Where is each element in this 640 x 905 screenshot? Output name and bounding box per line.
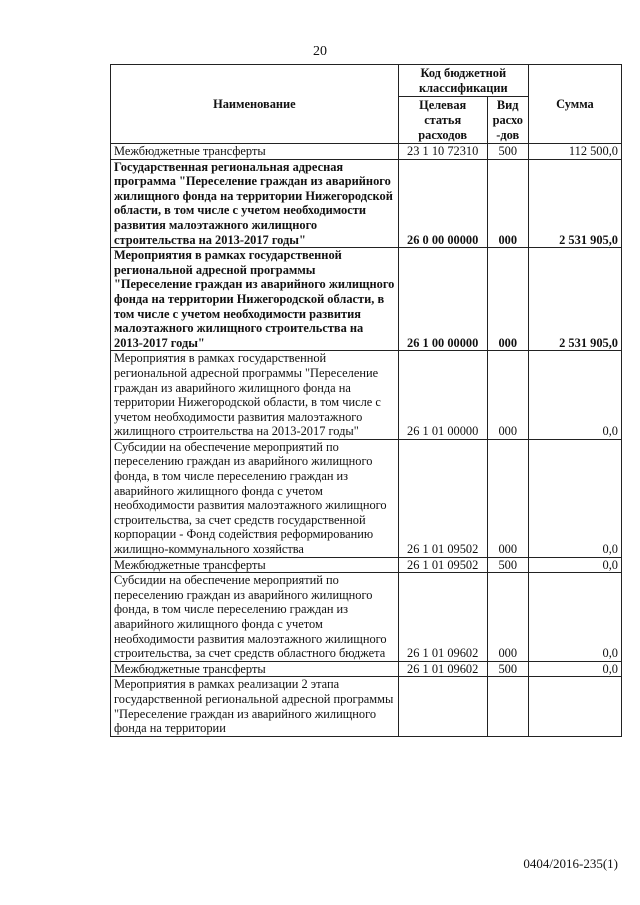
row-code: 26 1 01 09502 [398,439,487,557]
row-sum: 0,0 [528,351,621,440]
row-code: 26 1 01 09502 [398,557,487,573]
row-type [487,677,528,736]
row-type: 000 [487,248,528,351]
row-type: 500 [487,557,528,573]
row-type: 500 [487,661,528,677]
row-sum: 2 531 905,0 [528,159,621,248]
row-code: 26 1 01 09602 [398,661,487,677]
table-row [111,557,622,573]
header-amount: Сумма [528,65,621,144]
row-sum: 112 500,0 [528,144,621,160]
row-name: Межбюджетные трансферты [111,144,399,160]
table-row [111,439,622,557]
table-row [111,573,622,662]
row-code: 26 1 00 00000 [398,248,487,351]
row-code: 23 1 10 72310 [398,144,487,160]
table-row [111,159,622,248]
row-type: 000 [487,439,528,557]
row-name: Межбюджетные трансферты [111,661,399,677]
document-code: 0404/2016-235(1) [523,856,618,871]
header-name: Наименование [111,65,399,144]
row-code: 26 0 00 00000 [398,159,487,248]
row-code: 26 1 01 09602 [398,573,487,662]
row-sum: 0,0 [528,661,621,677]
row-sum [528,677,621,736]
table-row [111,351,622,440]
row-name: Мероприятия в рамках реализации 2 этапа государственной региональной адресной программы "Переселение граждан из аварийного жилищного фонда на территории [111,677,399,736]
row-name: Государственная региональная адресная программа "Переселение граждан из аварийного жилищного фонда на территории Нижегородской области, в том числе с учетом необходимости развития малоэтажного жилищного строительства на 2013-2017 годы" [111,159,399,248]
header-budget-code: Код бюджетной классификации [398,65,528,97]
table-row [111,661,622,677]
header-expense-type: Вид расхо -дов [487,97,528,144]
row-code [398,677,487,736]
row-name: Мероприятия в рамках государственной региональной адресной программы "Переселение граждан из аварийного жилищного фонда на территории Нижегородской области, в том числе с учетом необходимости развития малоэтажного жилищного строительства на 2013-2017 годы" [111,351,399,440]
row-type: 000 [487,159,528,248]
row-type: 000 [487,573,528,662]
budget-table [110,64,622,737]
header-target-article: Целевая статья расходов [398,97,487,144]
row-sum: 2 531 905,0 [528,248,621,351]
row-name: Субсидии на обеспечение мероприятий по переселению граждан из аварийного жилищного фонда, в том числе переселению граждан из аварийного жилищного фонда с учетом необходимости развития малоэтажного жилищного строительства, за счет средств областного бюджета [111,573,399,662]
row-sum: 0,0 [528,439,621,557]
row-name: Субсидии на обеспечение мероприятий по переселению граждан из аварийного жилищного фонда, в том числе переселению граждан из аварийного жилищного фонда с учетом необходимости развития малоэтажного жилищного строительства, за счет средств государственной корпорации - Фонд содействия реформированию жилищно-коммунального хозяйства [111,439,399,557]
row-type: 000 [487,351,528,440]
row-sum: 0,0 [528,557,621,573]
table-row [111,677,622,736]
table-row [111,248,622,351]
row-name: Мероприятия в рамках государственной региональной адресной программы "Переселение граждан из аварийного жилищного фонда на территории Нижегородской области, в том числе с учетом необходимости развития малоэтажного жилищного строительства на 2013-2017 годы" [111,248,399,351]
row-sum: 0,0 [528,573,621,662]
page-number: 20 [313,44,327,59]
row-code: 26 1 01 00000 [398,351,487,440]
row-type: 500 [487,144,528,160]
table-row [111,144,622,160]
row-name: Межбюджетные трансферты [111,557,399,573]
